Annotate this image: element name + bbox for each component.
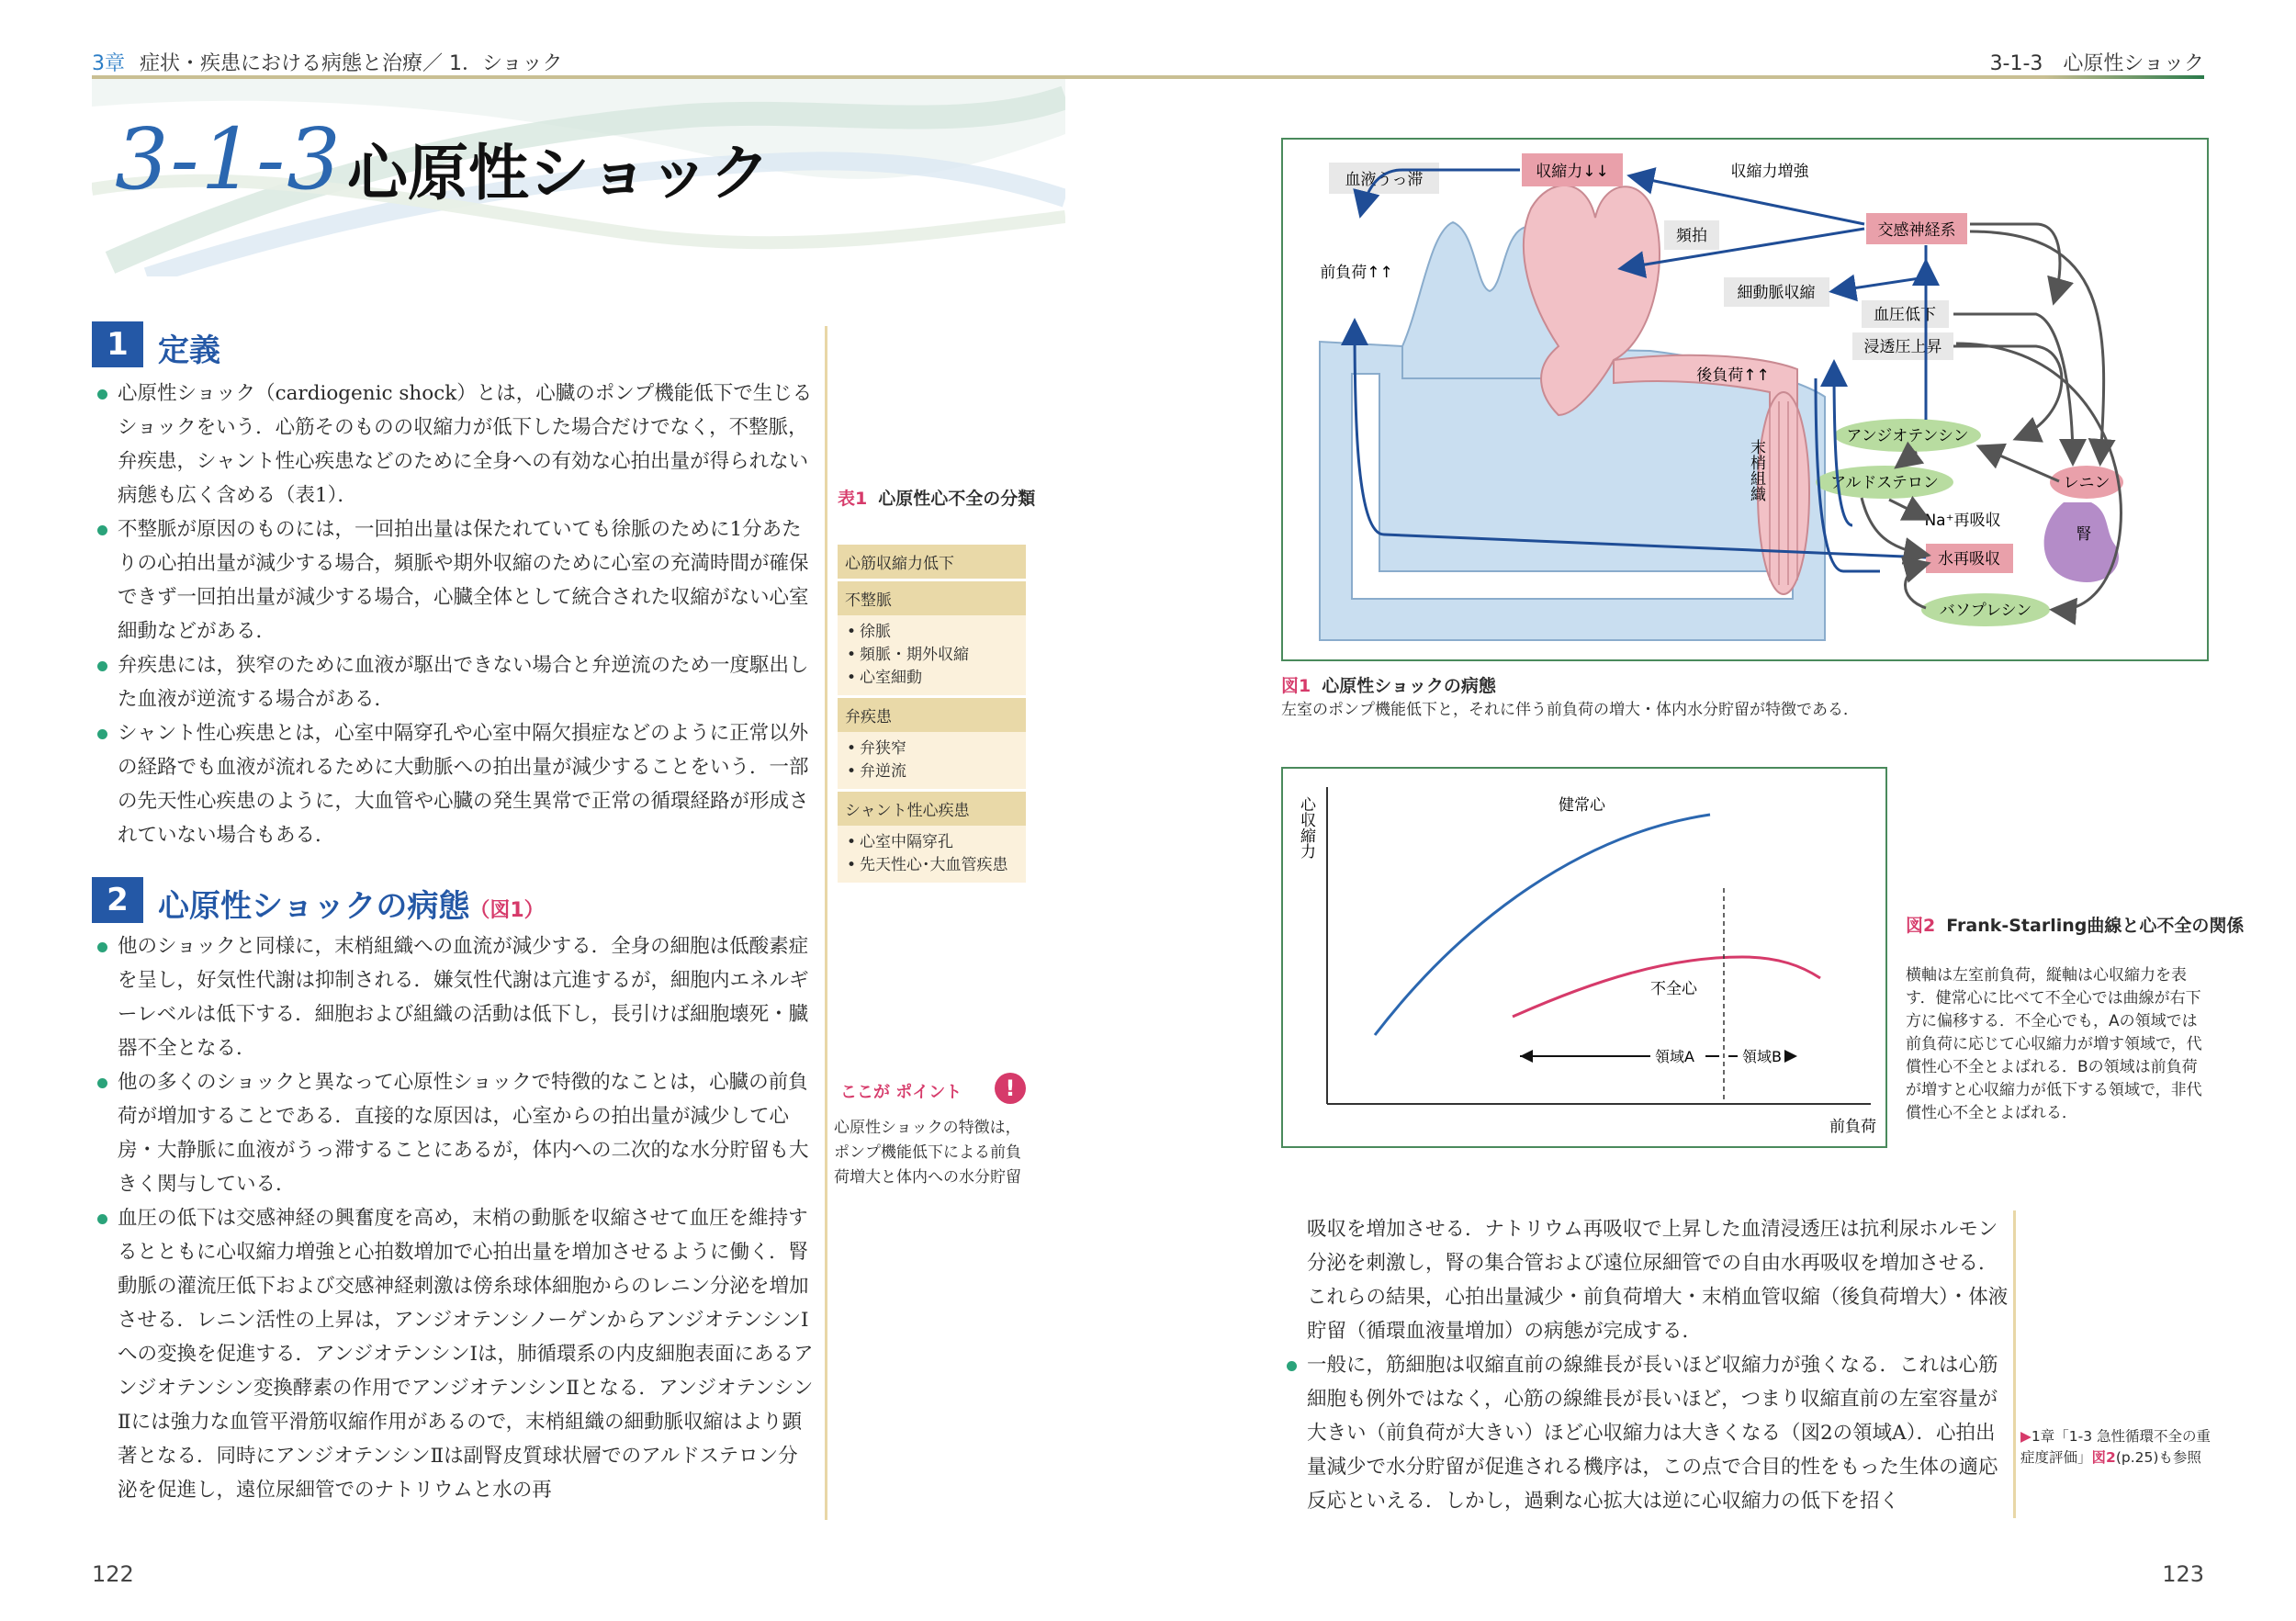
section-1-number: 1 — [92, 321, 143, 367]
table-row-head: 弁疾患 — [838, 698, 1026, 732]
section-1-title: 定義 — [158, 332, 220, 369]
node-label: 末梢組織 — [1747, 439, 1765, 501]
figure-ref: （図1） — [469, 899, 545, 922]
table-row-head: 不整脈 — [838, 581, 1026, 615]
arrow — [1981, 447, 2059, 481]
arrow — [1632, 176, 1864, 224]
table-row-body — [838, 615, 1026, 695]
running-header-right: 3-1-3 心原性ショック — [1989, 52, 2204, 75]
chapter-title: 症状・疾患における病態と治療／ 1．ショック — [140, 52, 563, 75]
node-label: 前負荷↑↑ — [1320, 264, 1393, 282]
node-label: アルドステロン — [1830, 474, 1939, 492]
page-number-right: 123 — [2162, 1561, 2204, 1587]
peripheral-tissue-icon — [1758, 392, 1809, 594]
paragraph: シャント性心疾患とは，心室中隔穿孔や心室中隔欠損症などのように正常以外の経路でも血液が流れるために大動脈への拍出量が減少することをいう．一部の先天性心疾患のように，大血管や心臓の発生異常で正常の循環経路が形成されていない場合もある． — [92, 716, 817, 852]
node-label: 頻拍 — [1676, 227, 1707, 245]
section-number: 3-1-3 — [115, 110, 343, 208]
figure-2-caption: 横軸は左室前負荷，縦軸は心収縮力を表す．健常心に比べて不全心では曲線が右下方に偏移する．不全心でも，Aの領域では前負荷に応じて心収縮力が増す領域で，代償性心不全とよばれる．Bの領域は前負荷が増すと心収縮力が低下する領域で，非代償性心不全とよばれる． — [1906, 966, 2202, 1122]
x-axis-label: 前負荷 — [1829, 1118, 1876, 1136]
bullet-dot-icon — [97, 389, 107, 400]
section-2-number: 2 — [92, 877, 143, 923]
point-text: 心原性ショックの特徴は，ポンプ機能低下による前負荷増大と体内への水分貯留 — [834, 1119, 1021, 1187]
paragraph: 一般に，筋細胞は収縮直前の線維長が長いほど収縮力が強くなる．これは心筋細胞も例外ではなく，心筋の線維長が長いほど，つまり収縮直前の左室容量が大きい（前負荷が大きい）ほど心収縮力は大きくなる（図2の領域A）．心拍出量減少で水分貯留が促進される機序は，この点で合目的性をもった生体の適応反応といえる．しかし，過剰な心拡大は逆に心収縮力の低下を招く — [1281, 1348, 2011, 1518]
region-label-b: 領域B — [1742, 1048, 1782, 1065]
arrow — [1889, 500, 1926, 518]
section-2-title: 心原性ショックの病態 — [158, 888, 470, 925]
section-2-heading — [158, 881, 545, 926]
list-item: • 心室細動 — [860, 667, 1019, 690]
point-label: ここが ポイント — [840, 1083, 962, 1102]
chapter-label: 3章 — [92, 52, 125, 75]
node-label: 交感神経系 — [1877, 221, 1956, 240]
node-label: 血圧低下 — [1874, 306, 1936, 324]
bullet-dot-icon — [1287, 1361, 1297, 1371]
node-label: 細動脈収縮 — [1737, 284, 1816, 302]
figure-1-diagram — [1283, 140, 2207, 659]
figure-1-caption: 左室のポンプ機能低下と，それに伴う前負荷の増大・体内水分貯留が特徴である． — [1281, 701, 1859, 719]
arrow — [1906, 564, 1927, 608]
node-label: レニン — [2063, 474, 2110, 492]
figure-1-title: 図1 心原性ショックの病態 — [1281, 676, 1496, 696]
list-item: • 徐脈 — [860, 621, 1019, 644]
page-title: 心原性ショック — [347, 138, 771, 208]
table-label: 表1 — [838, 489, 868, 509]
y-axis-label: 心収縮力 — [1297, 796, 1315, 859]
paragraph: 血圧の低下は交感神経の興奮度を高め，末梢の動脈を収縮させて血圧を維持するとともに心収縮力増強と心拍数増加で心拍出量を増加させるように働く．腎動脈の灌流圧低下および交感神経刺激は傍糸球体細胞からのレニン分泌を増加させる．レニン活性の上昇は，アンジオテンシノーゲンからアンジオテンシンⅠへの変換を促進する．アンジオテンシンⅠは，肺循環系の内皮細胞表面にあるアンジオテンシン変換酵素の作用でアンジオテンシンⅡとなる．アンジオテンシンⅡには強力な血管平滑筋収縮作用があるので，末梢組織の細動脈収縮はより顕著となる．同時にアンジオテンシンⅡは副腎皮質球状層でのアルドステロン分泌を促進し，遠位尿細管でのナトリウムと水の再 — [92, 1201, 817, 1507]
list-item: • 弁狭窄 — [860, 737, 1019, 760]
table-row-body — [838, 826, 1026, 883]
table-row-head: シャント性心疾患 — [838, 792, 1026, 826]
bullet-dot-icon — [97, 942, 107, 952]
margin-divider — [825, 326, 827, 1520]
bullet-dot-icon — [97, 525, 107, 535]
figure-2-chart — [1283, 769, 1885, 1146]
table-row-body — [838, 732, 1026, 789]
paragraph: 他のショックと同様に，末梢組織への血流が減少する．全身の細胞は低酸素症を呈し，好気性代謝は抑制される．嫌気性代謝は亢進するが，細胞内エネルギーレベルは低下する．細胞および組織の活動は低下し，長引けば細胞壊死・臓器不全となる． — [92, 929, 817, 1065]
arrow — [1834, 245, 1926, 291]
triangle-right-icon: ▶ — [2020, 1428, 2032, 1445]
figure-1-frame — [1281, 138, 2209, 661]
arrow-right-icon — [1784, 1050, 1797, 1063]
section-1-body — [92, 377, 817, 852]
figure-2-title: 図2 Frank-Starling曲線と心不全の関係 — [1906, 916, 2245, 936]
margin-divider — [2013, 1210, 2016, 1518]
node-label: 後負荷↑↑ — [1696, 366, 1770, 385]
list-item: • 頻脈・期外収縮 — [860, 644, 1019, 667]
paragraph: 不整脈が原因のものには，一回拍出量は保たれていても徐脈のために1分あたりの心拍出量が減少する場合，頻脈や期外収縮のために心室の充満時間が確保できず一回拍出量が減少する場合，心臓全体として統合された収縮がない心室細動などがある． — [92, 512, 817, 648]
node-label: Na⁺再吸収 — [1924, 512, 2001, 530]
node-label: 血液うっ滞 — [1345, 171, 1424, 189]
paragraph: 弁疾患には，狭窄のために血液が駆出できない場合と弁逆流のため一度駆出した血液が逆流する場合がある． — [92, 648, 817, 716]
region-label-a: 領域A — [1655, 1048, 1694, 1065]
right-body — [1281, 1212, 2011, 1518]
node-label: 浸透圧上昇 — [1863, 338, 1942, 356]
bullet-dot-icon — [97, 729, 107, 739]
node-label: 収縮力増強 — [1730, 163, 1809, 181]
node-label: バソプレシン — [1939, 602, 2032, 620]
list-item: • 心室中隔穿孔 — [860, 831, 1019, 854]
cross-reference[interactable]: ▶1章「1-3 急性循環不全の重症度評価」図2(p.25)も参照 — [2020, 1428, 2212, 1466]
bullet-dot-icon — [97, 1078, 107, 1088]
figure-label: 図1 — [1281, 676, 1311, 696]
section-2-body — [92, 929, 817, 1507]
running-header-left — [92, 48, 563, 76]
series-label-healthy: 健常心 — [1559, 796, 1605, 815]
arrow-left-icon — [1520, 1050, 1533, 1063]
table-row-head: 心筋収縮力低下 — [838, 545, 1026, 579]
header-rule-right — [1139, 75, 2204, 79]
node-label: 収縮力↓↓ — [1536, 163, 1609, 181]
node-label: 腎 — [2076, 525, 2092, 544]
figure-label: 図2 — [1906, 916, 1936, 936]
series-line-healthy — [1375, 815, 1710, 1035]
series-label-failing: 不全心 — [1650, 980, 1697, 998]
paragraph: 心原性ショック（cardiogenic shock）とは，心臓のポンプ機能低下で生じるショックをいう．心筋そのものの収縮力が低下した場合だけでなく，不整脈，弁疾患，シャント性心疾患などのために全身への有効な心拍出量が得られない病態も広く含める（表1）． — [92, 377, 817, 512]
arrow — [1898, 452, 1917, 466]
bullet-dot-icon — [97, 661, 107, 671]
table-1 — [838, 542, 1026, 883]
list-item: • 先天性心･大血管疾患 — [860, 854, 1019, 877]
exclamation-icon: ! — [995, 1073, 1026, 1104]
paragraph: 吸収を増加させる．ナトリウム再吸収で上昇した血清浸透圧は抗利尿ホルモン分泌を刺激し，腎の集合管および遠位尿細管での自由水再吸収を増加させる．これらの結果，心拍出量減少・前負荷増大・末梢血管収縮（後負荷増大）・体液貯留（循環血液量増加）の病態が完成する． — [1307, 1218, 2009, 1343]
arrow — [1953, 346, 2062, 438]
node-label: 水再吸収 — [1938, 550, 2000, 568]
figure-2-frame — [1281, 767, 1887, 1148]
paragraph: 他の多くのショックと異なって心原性ショックで特徴的なことは，心臓の前負荷が増加することである．直接的な原因は，心室からの拍出量が減少して心房・大静脈に血液がうっ滞することにあるが，体内への二次的な水分貯留も大きく関与している． — [92, 1065, 817, 1201]
table-1-title: 表1 心原性心不全の分類 — [838, 489, 1036, 509]
arrow — [1862, 498, 1926, 555]
page-number-left: 122 — [92, 1561, 134, 1587]
node-label: アンジオテンシン — [1846, 427, 1969, 445]
list-item: • 弁逆流 — [860, 760, 1019, 783]
bullet-dot-icon — [97, 1214, 107, 1224]
